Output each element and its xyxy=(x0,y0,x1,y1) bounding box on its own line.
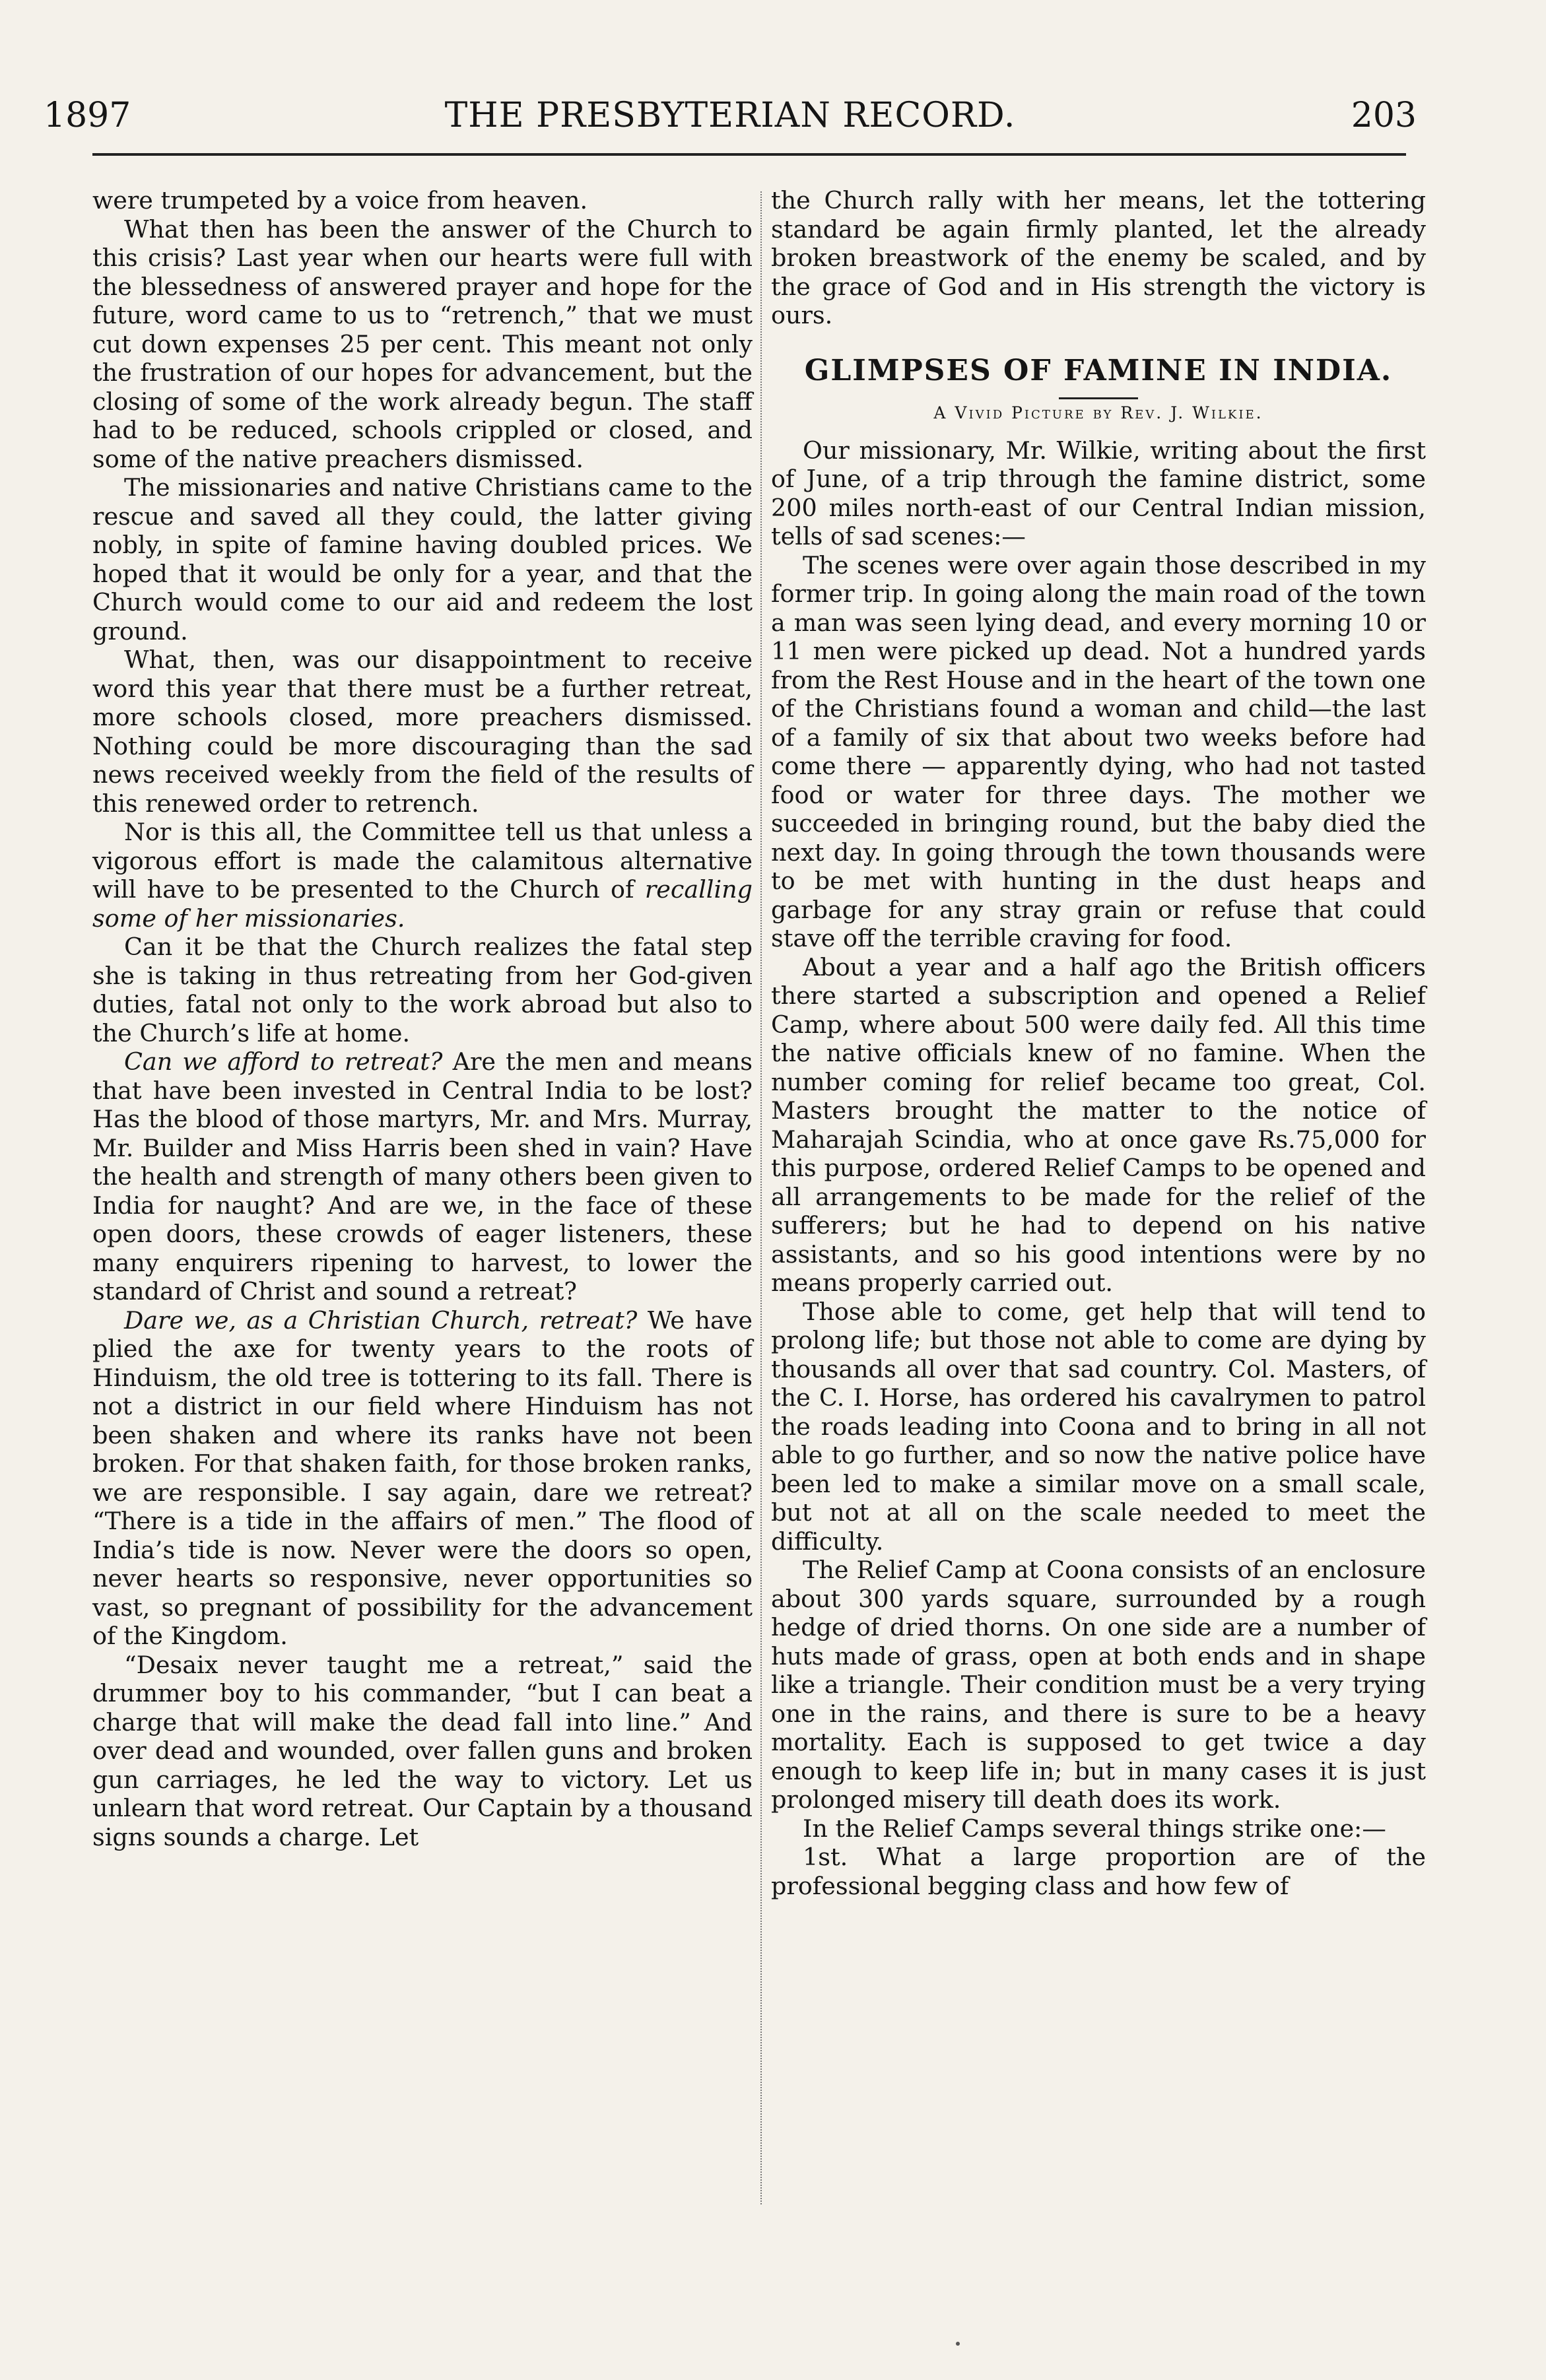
paragraph: The missionaries and native Christians came to the rescue and saved all they could, the latter giving nobly, in spite of famine having doubled prices. We hoped that it would be only for a year, and that the Church would come to our aid and redeem the lost ground. xyxy=(92,473,753,645)
paragraph: Can it be that the Church realizes the fatal step she is taking in thus retreating from her God-given duties, fatal not only to the work abroad but also to the Church’s life at home. xyxy=(92,933,753,1047)
paragraph-text: Nor is this all, the Committee tell us that unless a vigorous effort is made the calamitous alternative will have to be presented to the Church of xyxy=(92,818,753,904)
article-title: GLIMPSES OF FAMINE IN INDIA. xyxy=(804,353,1393,387)
paragraph: “Desaix never taught me a retreat,” said the drummer boy to his commander, “but I can beat a charge that will make the dead fall into line.” And over dead and wounded, over fallen guns and broken gun carriages, he led the way to victory. Let us unlearn that word retreat. Our Captain by a thousand signs sounds a charge. Let xyxy=(92,1650,753,1851)
paragraph: In the Relief Camps several things strike one:— xyxy=(803,1814,1386,1843)
running-head xyxy=(44,92,1417,139)
paragraph: Our missionary, Mr. Wilkie, writing about the first of June, of a trip through the famine district, some 200 miles north-east of our Central Indian mission, tells of sad scenes:— xyxy=(771,436,1426,550)
paragraph: The Relief Camp at Coona consists of an enclosure about 300 yards square, surrounded by a rough hedge of dried thorns. On one side are a number of huts made of grass, open at both ends and in shape like a triangle. Their condition must be a very trying one in the rains, and there is sure to be a heavy mortality. Each is supposed to get twice a day enough to keep life in; but in many cases it is just prolonged misery till death does its work. xyxy=(771,1556,1426,1814)
paragraph: About a year and a half ago the British officers there started a subscription and opened a Relief Camp, where about 500 were daily fed. All this time the native officials knew of no famine. When the number coming for relief became too great, Col. Masters brought the matter to the notice of Maharajah Scindia, who at once gave Rs.75,000 for this purpose, ordered Relief Camps to be opened and all arrangements to be made for the relief of the sufferers; but he had to depend on his native assistants, and so his good intentions were by no means properly carried out. xyxy=(771,952,1426,1297)
right-column xyxy=(771,186,1426,1900)
left-column xyxy=(92,186,753,1851)
title-rule xyxy=(1059,397,1138,399)
italic-text: recalling some of her missionaries. xyxy=(92,875,753,933)
paragraph-text: Are the men and means that have been invested in Central India to be lost? Has the blood of those martyrs, Mr. and Mrs. Murray, Mr. Builder and Miss Harris been shed in vain? Have the health and strength of many others been given to India for naught? And are we, in the face of these open doors, these crowds of eager listeners, these many enquirers ripening to harvest, to lower the standard of Christ and sound a retreat? xyxy=(92,1047,753,1306)
italic-text: Can we afford to retreat? xyxy=(124,1047,443,1076)
print-dot xyxy=(956,2342,960,2346)
paragraph xyxy=(92,818,753,933)
paragraph xyxy=(92,1047,753,1306)
page-number: 203 xyxy=(1351,96,1417,135)
header-rule xyxy=(92,153,1406,156)
paragraph xyxy=(92,1306,753,1651)
article-byline: A Vivid Picture by Rev. J. Wilkie. xyxy=(933,403,1263,422)
header-year: 1897 xyxy=(44,96,131,135)
paragraph: the Church rally with her means, let the tottering standard be again firmly planted, let the already broken breastwork of the enemy be scaled, and by the grace of God and in His strength the victory is ours. xyxy=(771,186,1426,329)
paragraph: What, then, was our disappointment to receive word this year that there must be a further retreat, more schools closed, more preachers dismissed. Nothing could be more discouraging than the sad news received weekly from the field of the results of this renewed order to retrench. xyxy=(92,645,753,818)
paragraph: Those able to come, get help that will tend to prolong life; but those not able to come are dying by thousands all over that sad country. Col. Masters, of the C. I. Horse, has ordered his cavalrymen to patrol the roads leading into Coona and to bring in all not able to go further, and so now the native police have been led to make a similar move on a small scale, but not at all on the scale needed to meet the difficulty. xyxy=(771,1297,1426,1556)
italic-text: Dare we, as a Christian Church, retreat? xyxy=(124,1306,638,1335)
header-title: THE PRESBYTERIAN RECORD. xyxy=(444,96,1016,135)
paragraph: were trumpeted by a voice from heaven. xyxy=(92,186,588,215)
paragraph: 1st. What a large proportion are of the professional begging class and how few of xyxy=(771,1843,1426,1900)
paragraph-text: We have plied the axe for twenty years to the roots of Hinduism, the old tree is tottering to its fall. There is not a district in our field where Hinduism has not been shaken and where its ranks have not been broken. For that shaken faith, for those broken ranks, we are responsible. I say again, dare we retreat? “There is a tide in the affairs of men.” The flood of India’s tide is now. Never were the doors so open, never hearts so responsive, never opportunities so vast, so pregnant of possibility for the advancement of the Kingdom. xyxy=(92,1306,753,1650)
column-divider xyxy=(760,191,762,2204)
paragraph: The scenes were over again those described in my former trip. In going along the main road of the town a man was seen lying dead, and every morning 10 or 11 men were picked up dead. Not a hundred yards from the Rest House and in the heart of the town one of the Christians found a woman and child—the last of a family of six that about two weeks before had come there — apparently dying, who had not tasted food or water for three days. The mother we succeeded in bringing round, but the baby died the next day. In going through the town thousands were to be met with hunting in the dust heaps and garbage for any stray grain or refuse that could stave off the terrible craving for food. xyxy=(771,550,1426,952)
paragraph: What then has been the answer of the Church to this crisis? Last year when our hearts were full with the blessedness of answered prayer and hope for the future, word came to us to “retrench,” that we must cut down expenses 25 per cent. This meant not only the frustration of our hopes for advancement, but the closing of some of the work already begun. The staff had to be reduced, schools crippled or closed, and some of the native preachers dismissed. xyxy=(92,215,753,473)
